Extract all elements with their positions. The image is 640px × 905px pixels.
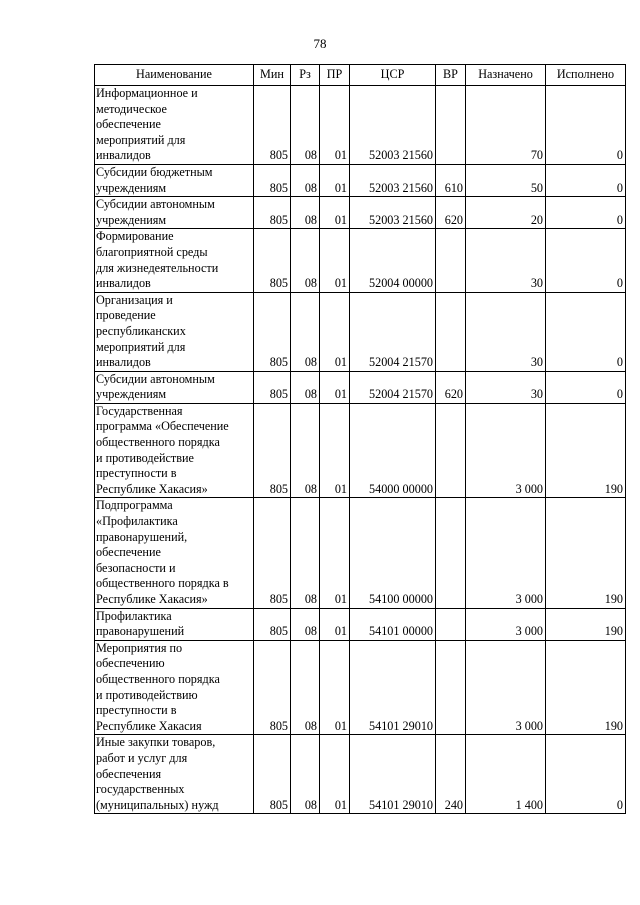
- cell-csr: 52004 21570: [350, 371, 436, 403]
- cell-name: Государственная программа «Обеспечение общественного порядка и противодействие преступности в Республике Хакасия»: [95, 403, 254, 498]
- cell-rz: 08: [291, 197, 320, 229]
- cell-name: Субсидии автономным учреждениям: [95, 371, 254, 403]
- cell-min: 805: [254, 292, 291, 371]
- header-pr: ПР: [320, 65, 350, 86]
- cell-executed: 0: [546, 735, 626, 814]
- cell-assigned: 1 400: [466, 735, 546, 814]
- cell-assigned: 3 000: [466, 640, 546, 735]
- cell-name: Подпрограмма «Профилактика правонарушений, обеспечение безопасности и общественного порядка в Республике Хакасия»: [95, 498, 254, 608]
- cell-executed: 0: [546, 371, 626, 403]
- header-vr: ВР: [436, 65, 466, 86]
- cell-assigned: 50: [466, 164, 546, 196]
- cell-executed: 0: [546, 197, 626, 229]
- cell-pr: 01: [320, 229, 350, 292]
- cell-min: 805: [254, 403, 291, 498]
- cell-rz: 08: [291, 164, 320, 196]
- cell-vr: 620: [436, 371, 466, 403]
- cell-csr: 54000 00000: [350, 403, 436, 498]
- cell-rz: 08: [291, 608, 320, 640]
- header-rz: Рз: [291, 65, 320, 86]
- cell-name: Формирование благоприятной среды для жизнедеятельности инвалидов: [95, 229, 254, 292]
- cell-min: 805: [254, 640, 291, 735]
- cell-assigned: 3 000: [466, 498, 546, 608]
- header-name: Наименование: [95, 65, 254, 86]
- cell-min: 805: [254, 197, 291, 229]
- cell-csr: 54100 00000: [350, 498, 436, 608]
- cell-min: 805: [254, 498, 291, 608]
- cell-executed: 0: [546, 164, 626, 196]
- page-number: 78: [313, 36, 327, 51]
- cell-vr: [436, 292, 466, 371]
- cell-vr: 240: [436, 735, 466, 814]
- cell-min: 805: [254, 735, 291, 814]
- cell-name: Субсидии бюджетным учреждениям: [95, 164, 254, 196]
- header-csr: ЦСР: [350, 65, 436, 86]
- cell-min: 805: [254, 608, 291, 640]
- cell-vr: 610: [436, 164, 466, 196]
- header-executed: Исполнено: [546, 65, 626, 86]
- cell-name: Иные закупки товаров, работ и услуг для обеспечения государственных (муниципальных) нужд: [95, 735, 254, 814]
- cell-executed: 190: [546, 640, 626, 735]
- table-row: [95, 292, 626, 371]
- cell-rz: 08: [291, 371, 320, 403]
- cell-pr: 01: [320, 164, 350, 196]
- budget-table: [94, 64, 626, 814]
- cell-pr: 01: [320, 640, 350, 735]
- table-row: [95, 371, 626, 403]
- cell-vr: [436, 498, 466, 608]
- cell-executed: 190: [546, 403, 626, 498]
- cell-vr: [436, 403, 466, 498]
- cell-csr: 54101 29010: [350, 735, 436, 814]
- cell-pr: 01: [320, 86, 350, 165]
- table-row: [95, 608, 626, 640]
- cell-executed: 190: [546, 498, 626, 608]
- cell-min: 805: [254, 86, 291, 165]
- cell-min: 805: [254, 371, 291, 403]
- table-row: [95, 735, 626, 814]
- table-row: [95, 164, 626, 196]
- cell-vr: [436, 86, 466, 165]
- cell-min: 805: [254, 164, 291, 196]
- cell-assigned: 20: [466, 197, 546, 229]
- cell-assigned: 3 000: [466, 608, 546, 640]
- cell-executed: 0: [546, 86, 626, 165]
- cell-pr: 01: [320, 403, 350, 498]
- cell-rz: 08: [291, 292, 320, 371]
- cell-pr: 01: [320, 197, 350, 229]
- cell-rz: 08: [291, 640, 320, 735]
- cell-csr: 52003 21560: [350, 197, 436, 229]
- header-assigned: Назначено: [466, 65, 546, 86]
- cell-vr: 620: [436, 197, 466, 229]
- cell-pr: 01: [320, 498, 350, 608]
- cell-rz: 08: [291, 498, 320, 608]
- cell-csr: 52003 21560: [350, 164, 436, 196]
- cell-csr: 54101 29010: [350, 640, 436, 735]
- cell-name: Субсидии автономным учреждениям: [95, 197, 254, 229]
- table-row: [95, 229, 626, 292]
- cell-assigned: 30: [466, 371, 546, 403]
- table-row: [95, 640, 626, 735]
- cell-name: Информационное и методическое обеспечение мероприятий для инвалидов: [95, 86, 254, 165]
- cell-rz: 08: [291, 86, 320, 165]
- cell-pr: 01: [320, 608, 350, 640]
- cell-pr: 01: [320, 292, 350, 371]
- cell-name: Профилактика правонарушений: [95, 608, 254, 640]
- cell-csr: 52004 21570: [350, 292, 436, 371]
- table-row: [95, 197, 626, 229]
- cell-min: 805: [254, 229, 291, 292]
- cell-assigned: 3 000: [466, 403, 546, 498]
- cell-vr: [436, 640, 466, 735]
- cell-pr: 01: [320, 735, 350, 814]
- cell-rz: 08: [291, 735, 320, 814]
- table-header-row: [95, 65, 626, 86]
- cell-executed: 0: [546, 292, 626, 371]
- cell-name: Мероприятия по обеспечению общественного порядка и противодействию преступности в Республике Хакасия: [95, 640, 254, 735]
- cell-assigned: 30: [466, 229, 546, 292]
- cell-executed: 0: [546, 229, 626, 292]
- header-min: Мин: [254, 65, 291, 86]
- cell-vr: [436, 229, 466, 292]
- table-row: [95, 498, 626, 608]
- cell-rz: 08: [291, 229, 320, 292]
- cell-name: Организация и проведение республиканских мероприятий для инвалидов: [95, 292, 254, 371]
- cell-vr: [436, 608, 466, 640]
- cell-pr: 01: [320, 371, 350, 403]
- cell-csr: 52004 00000: [350, 229, 436, 292]
- cell-csr: 52003 21560: [350, 86, 436, 165]
- cell-rz: 08: [291, 403, 320, 498]
- cell-csr: 54101 00000: [350, 608, 436, 640]
- table-row: [95, 86, 626, 165]
- cell-assigned: 30: [466, 292, 546, 371]
- cell-executed: 190: [546, 608, 626, 640]
- table-row: [95, 403, 626, 498]
- cell-assigned: 70: [466, 86, 546, 165]
